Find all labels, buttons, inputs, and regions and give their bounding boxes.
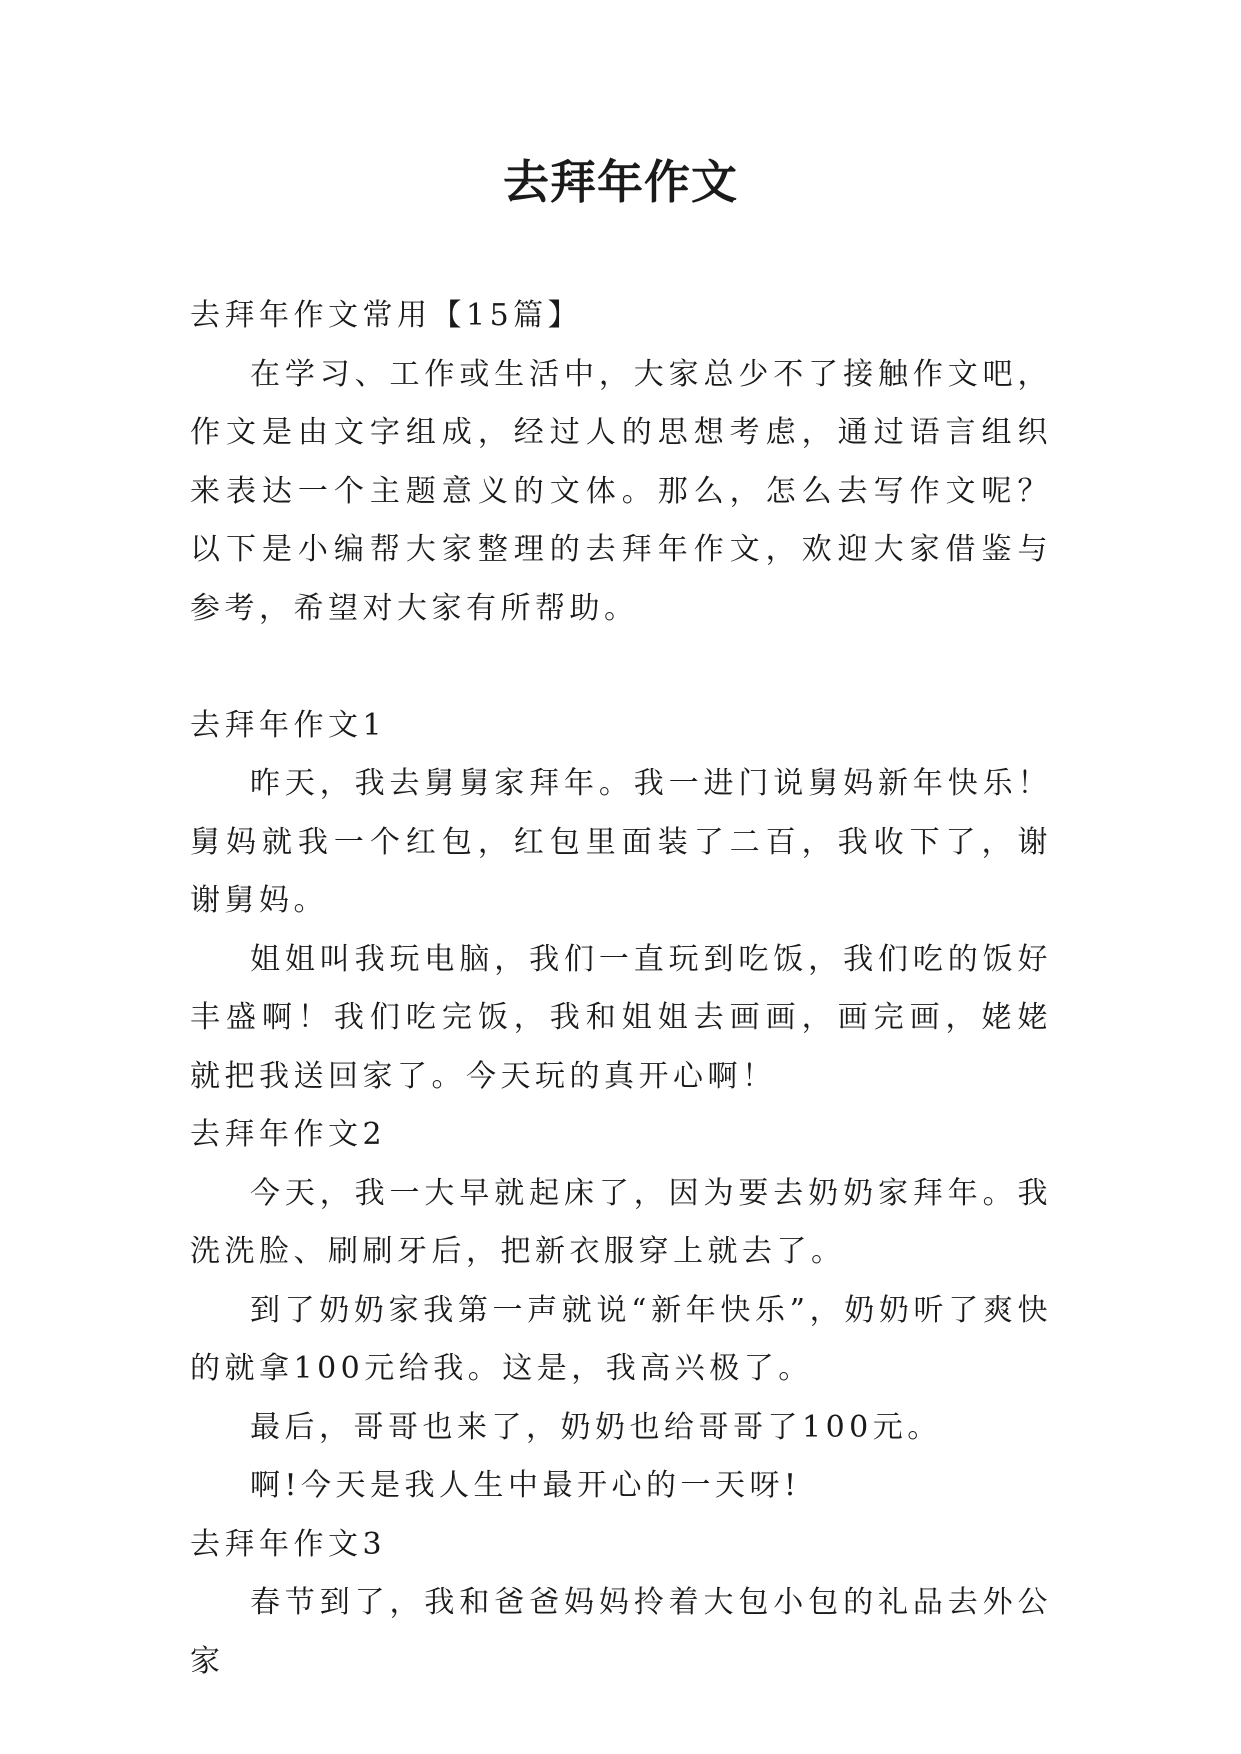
document-title: 去拜年作文 — [503, 155, 738, 209]
document-body — [190, 287, 1052, 1691]
paragraph: 姐姐叫我玩电脑，我们一直玩到吃饭，我们吃的饭好丰盛啊！我们吃完饭，我和姐姐去画画，画完画，姥姥就把我送回家了。今天玩的真开心啊！ — [190, 941, 1052, 1094]
essay-section-1 — [190, 697, 1052, 1107]
section-heading: 去拜年作文2 — [190, 1117, 387, 1152]
paragraph: 今天，我一大早就起床了，因为要去奶奶家拜年。我洗洗脸、刷刷牙后，把新衣服穿上就去了。 — [190, 1175, 1052, 1269]
document-subtitle: 去拜年作文常用【15篇】 — [190, 298, 583, 333]
section-paragraphs — [190, 1165, 1052, 1516]
intro-text: 在学习、工作或生活中，大家总少不了接触作文吧，作文是由文字组成，经过人的思想考虑，通过语言组织来表达一个主题意义的文体。那么，怎么去写作文呢？以下是小编帮大家整理的去拜年作文，欢迎大家借鉴与参考，希望对大家有所帮助。 — [190, 356, 1052, 626]
intro-paragraph — [190, 346, 1052, 639]
essay-section-3 — [190, 1516, 1052, 1692]
section-heading: 去拜年作文3 — [190, 1526, 387, 1562]
paragraph: 昨天，我去舅舅家拜年。我一进门说舅妈新年快乐！舅妈就我一个红包，红包里面装了二百，我收下了，谢谢舅妈。 — [190, 766, 1052, 918]
section-paragraphs — [190, 755, 1052, 1106]
paragraph: 到了奶奶家我第一声就说“新年快乐”，奶奶听了爽快的就拿100元给我。这是，我高兴极了。 — [190, 1292, 1052, 1386]
section-paragraphs — [190, 1574, 1052, 1691]
paragraph: 最后，哥哥也来了，奶奶也给哥哥了100元。 — [250, 1409, 942, 1445]
essay-section-2 — [190, 1106, 1052, 1516]
paragraph: 春节到了，我和爸爸妈妈拎着大包小包的礼品去外公家 — [190, 1585, 1052, 1679]
section-spacer — [190, 638, 1052, 697]
paragraph: 啊!今天是我人生中最开心的一天呀! — [250, 1468, 801, 1503]
section-heading: 去拜年作文1 — [190, 707, 387, 743]
